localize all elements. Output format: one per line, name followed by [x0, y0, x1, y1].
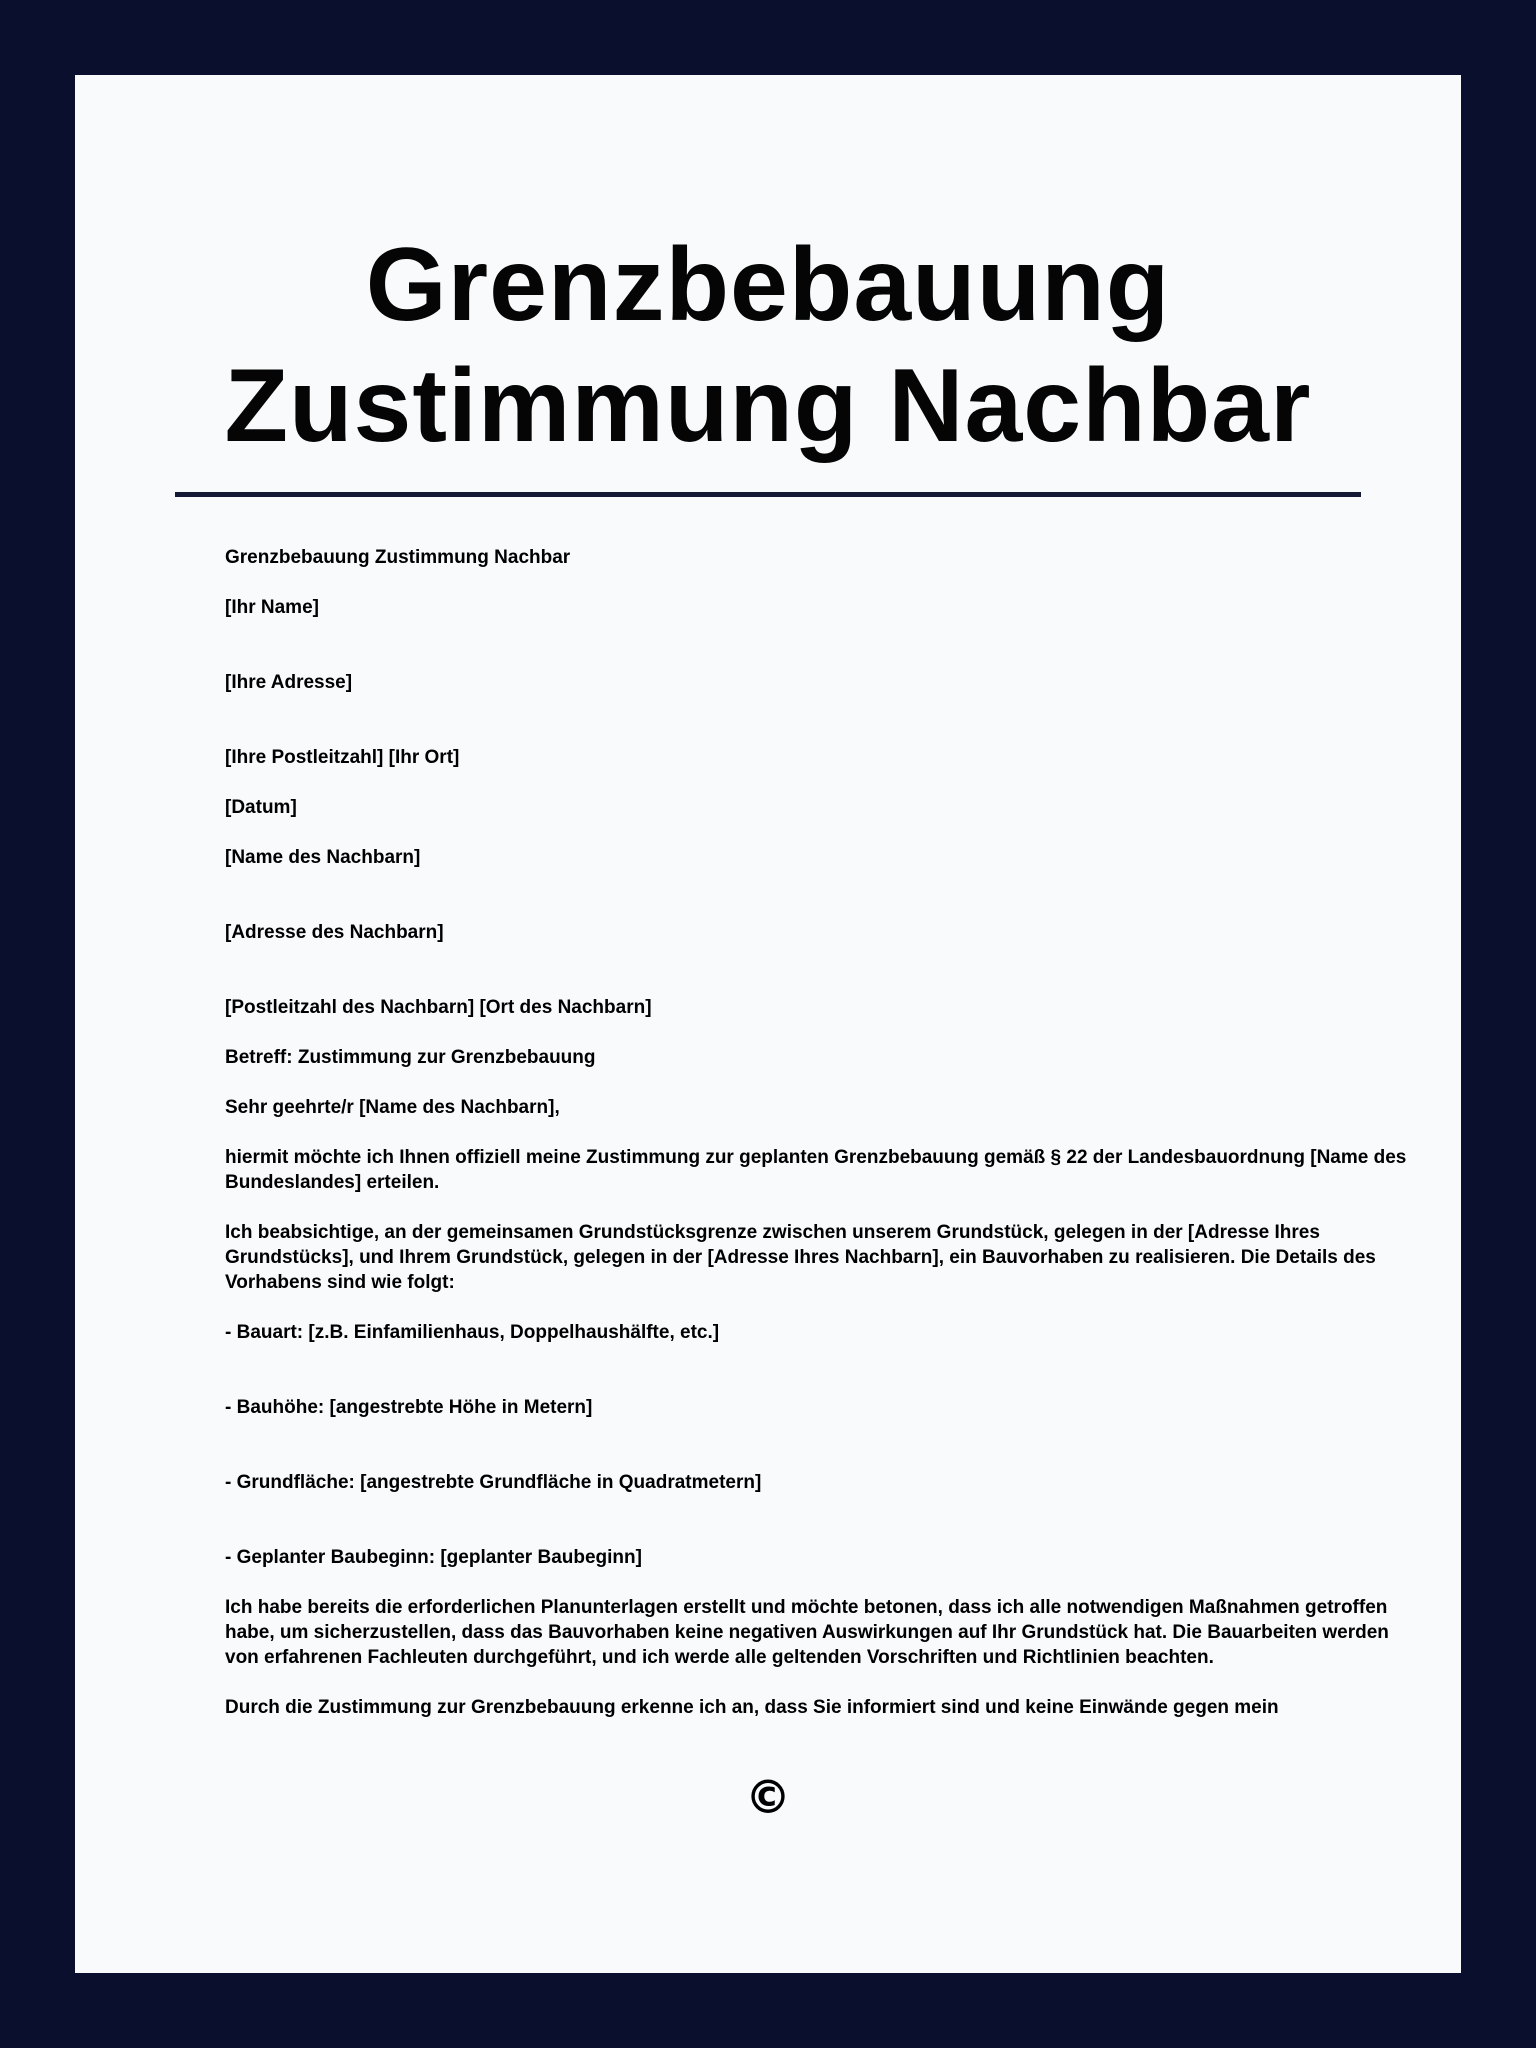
paragraph-measures: Ich habe bereits die erforderlichen Planunterlagen erstellt und möchte betonen, dass ich alle notwendigen Maßnahmen getroffen habe, um sicherzustellen, dass das Bauvorhaben keine negativen Auswirkungen auf Ihr Grundstück hat. Die Bauarbeiten werden von erfahrenen Fachleuten durchgeführt, und ich werde alle geltenden Vorschriften und Richtlinien beachten.	[225, 1597, 1389, 1668]
document-title	[175, 225, 1361, 467]
sender-city: [Ihre Postleitzahl] [Ihr Ort]	[225, 747, 460, 768]
title-line-2: Zustimmung Nachbar	[224, 348, 1312, 464]
title-divider	[175, 492, 1361, 497]
paragraph-consent: Durch die Zustimmung zur Grenzbebauung erkenne ich an, dass Sie informiert sind und keine Einwände gegen mein	[225, 1697, 1279, 1718]
detail-item: - Bauhöhe: [angestrebte Höhe in Metern]	[225, 1397, 593, 1418]
letter-subject: Betreff: Zustimmung zur Grenzbebauung	[225, 1047, 596, 1068]
recipient-city: [Postleitzahl des Nachbarn] [Ort des Nachbarn]	[225, 997, 652, 1018]
recipient-address: [Adresse des Nachbarn]	[225, 922, 444, 943]
letter-body	[225, 545, 1425, 1745]
copyright-icon: ©	[745, 1770, 791, 1824]
paragraph-project: Ich beabsichtige, an der gemeinsamen Grundstücksgrenze zwischen unserem Grundstück, gelegen in der [Adresse Ihres Grundstücks], und Ihrem Grundstück, gelegen in der [Adresse Ihres Nachbarn], ein Bauvorhaben zu realisieren. Die Details des Vorhabens sind wie folgt:	[225, 1222, 1376, 1293]
recipient-name: [Name des Nachbarn]	[225, 847, 421, 868]
detail-item: - Grundfläche: [angestrebte Grundfläche in Quadratmetern]	[225, 1472, 762, 1493]
detail-item: - Geplanter Baubeginn: [geplanter Baubeginn]	[225, 1547, 642, 1568]
sender-address: [Ihre Adresse]	[225, 672, 353, 693]
letter-salutation: Sehr geehrte/r [Name des Nachbarn],	[225, 1097, 560, 1118]
paragraph-intro: hiermit möchte ich Ihnen offiziell meine Zustimmung zur geplanten Grenzbebauung gemäß § 22 der Landesbauordnung [Name des Bundeslandes] erteilen.	[225, 1147, 1407, 1193]
letter-date: [Datum]	[225, 797, 297, 818]
title-line-1: Grenzbebauung	[365, 227, 1171, 343]
letter-heading: Grenzbebauung Zustimmung Nachbar	[225, 547, 571, 568]
sender-name: [Ihr Name]	[225, 597, 319, 618]
document-page	[75, 75, 1461, 1973]
detail-item: - Bauart: [z.B. Einfamilienhaus, Doppelhaushälfte, etc.]	[225, 1322, 720, 1343]
